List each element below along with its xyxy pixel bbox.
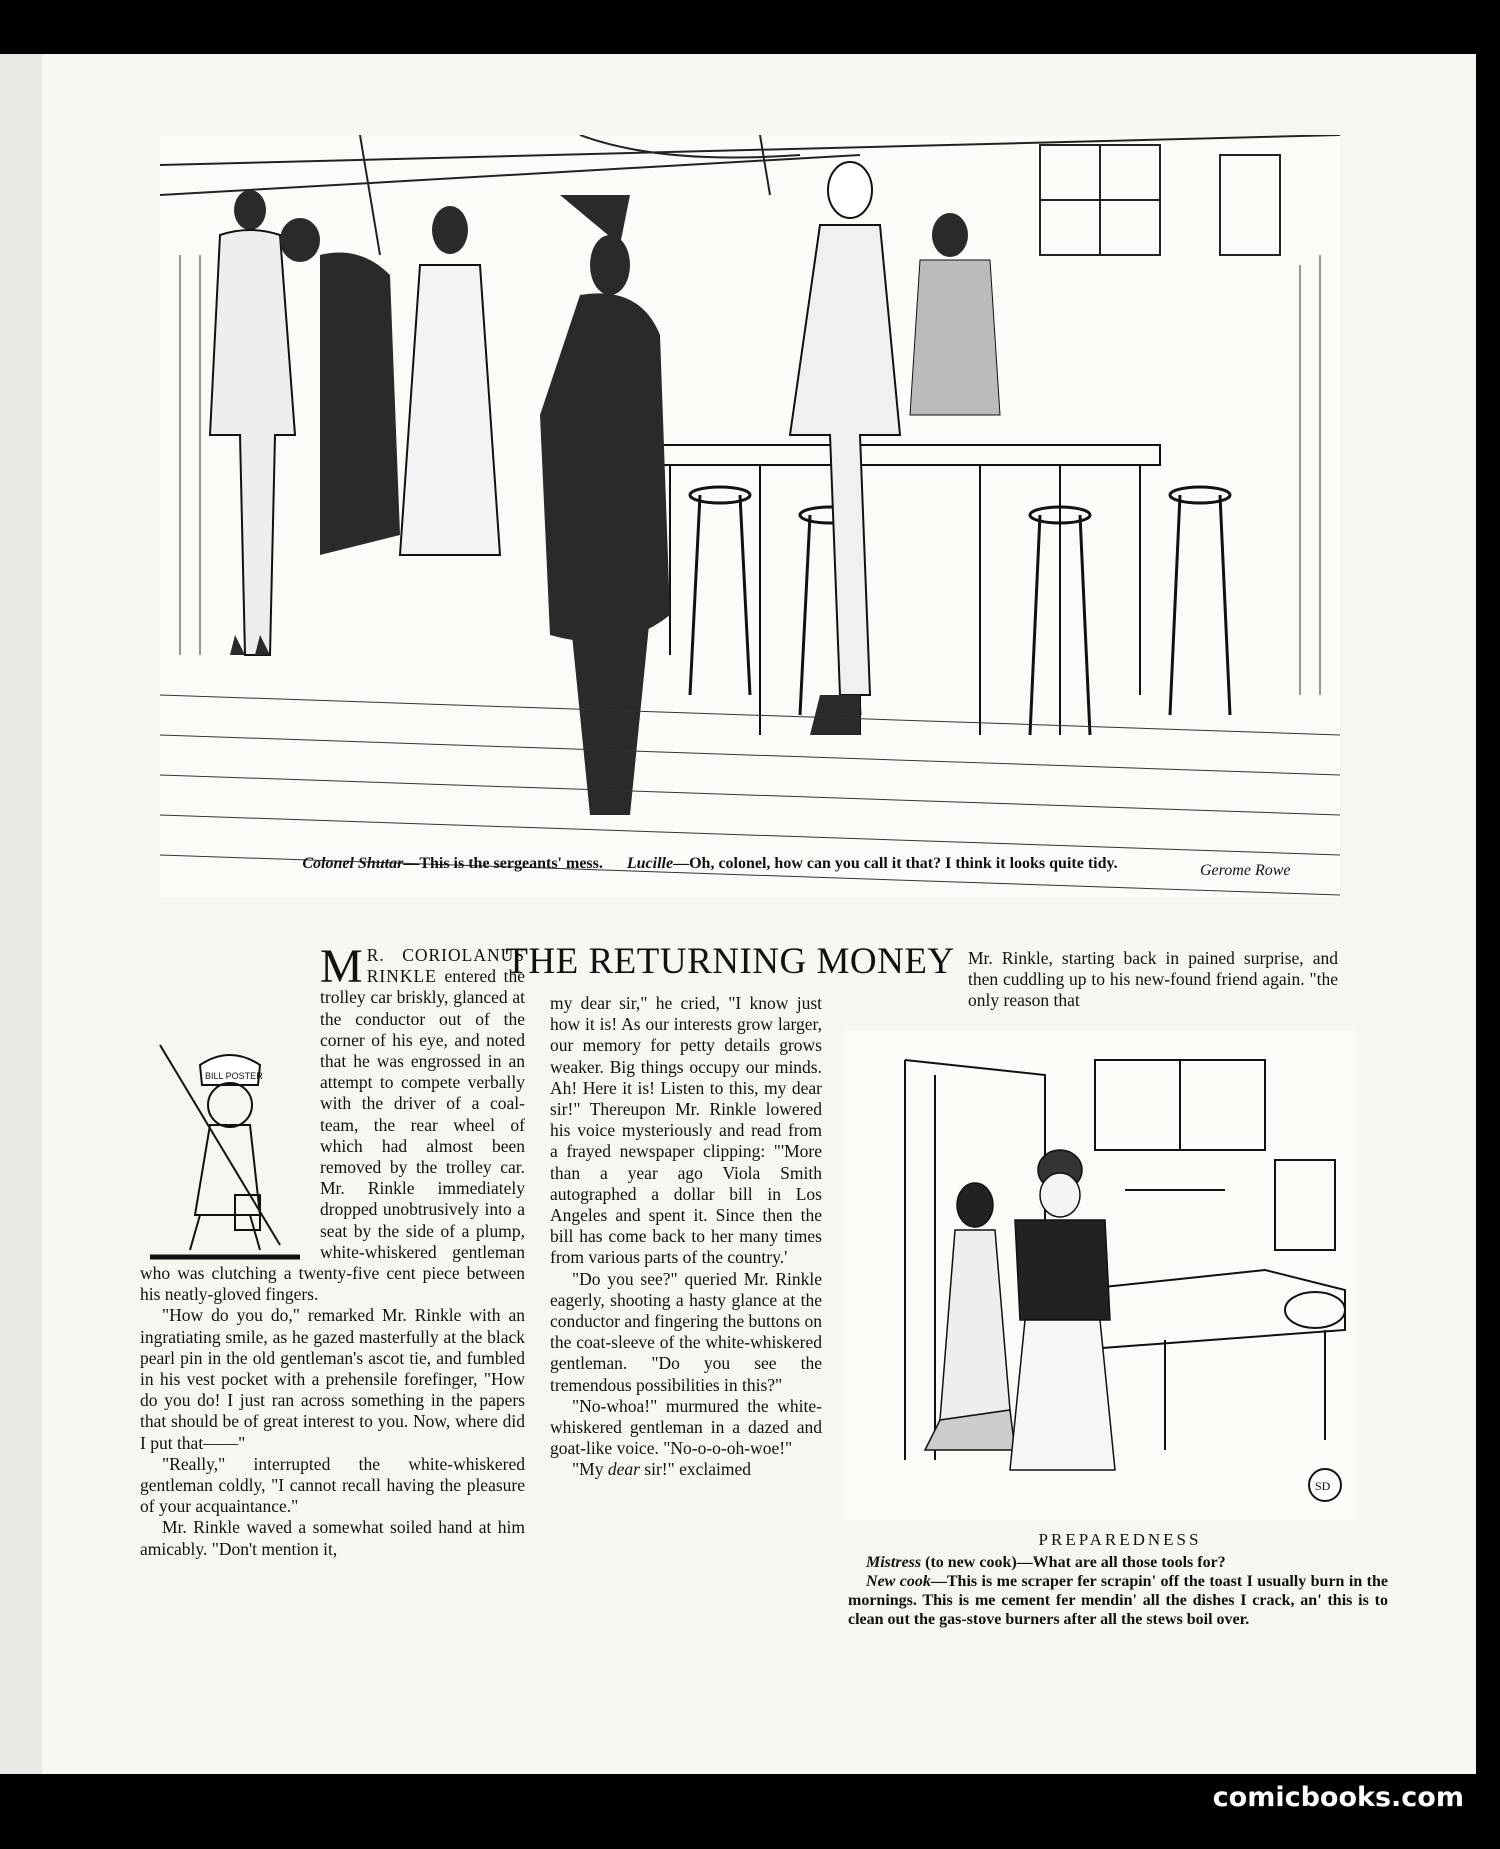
bill-poster-sign: BILL POSTER: [205, 1071, 263, 1081]
sergeants-mess-illustration: [160, 135, 1340, 898]
preparedness-line-2: [848, 1572, 1388, 1629]
article-text-1: entered the trolley car briskly, glanced at the conductor out of the corner of his eye, and noted that he was engrossed in an attempt to compete verbally with the driver of a coal-team, the rear wheel of which had almost been removed by the trolley car. Mr. Rinkle immediately dropped unobtrusively into a seat by the side of a plump, white-whiskered gentleman who was clutching a twenty-five cent piece between his neatly-gloved fingers.: [140, 966, 525, 1305]
speaker-mistress: Mistress: [866, 1554, 922, 1571]
bill-poster-illustration: [140, 1025, 310, 1263]
text-fragment: sir!" exclaimed: [639, 1459, 752, 1480]
speaker-cook: New cook: [866, 1573, 931, 1590]
artist-monogram: SD: [1315, 1479, 1331, 1493]
preparedness-caption: [848, 1553, 1388, 1629]
article-paragraph-2: "How do you do," remarked Mr. Rinkle with an ingratiating smile, as he gazed masterfully at the black pearl pin in the old gentleman's ascot tie, and fumbled in his vest pocket with a prehensile forefinger, "How do you do! I just ran across something in the papers that should be of great interest to you. Now, where did I put that——": [140, 1305, 525, 1453]
caption-speaker-lucille: Lucille: [626, 855, 674, 872]
text-fragment: "My: [572, 1459, 608, 1480]
article-column-2: [550, 993, 822, 1643]
article-paragraph-3: "Really," interrupted the white-whiskered gentleman coldly, "I cannot recall having the pleasure of your acquaintance.": [140, 1453, 525, 1517]
article-paragraph-9: Mr. Rinkle, starting back in pained surprise, and then cuddling up to his new-found friend again. "the only reason that: [968, 948, 1338, 1011]
preparedness-title: PREPAREDNESS: [1038, 1530, 1202, 1549]
article-column-1: [140, 940, 525, 1645]
italic-dear: dear: [607, 1459, 640, 1480]
article-paragraph-4: Mr. Rinkle waved a somewhat soiled hand at him amicably. "Don't mention it,: [140, 1517, 525, 1559]
caption-line-lucille: —Oh, colonel, how can you call it that? I think it looks quite tidy.: [673, 855, 1118, 872]
preparedness-illustration: [845, 1030, 1355, 1520]
illustrator-signature: Gerome Rowe: [1200, 862, 1291, 879]
cook-line: —This is me scraper fer scrapin' off the toast I usually burn in the mornings. This is me cement fer mendin' all the dishes I crack, an' this is to clean out the gas-stove burners after all the stews boil over.: [848, 1573, 1388, 1628]
article-paragraph-6: "Do you see?" queried Mr. Rinkle eagerly, shooting a hasty glance at the conductor and fingering the buttons on the coat-sleeve of the white-whiskered gentleman. "Do you see the tremendous possibilities in this?": [550, 1268, 822, 1395]
caption-speaker-colonel: Colonel Shutar: [302, 855, 404, 872]
article-column-3: [968, 948, 1338, 1018]
article-paragraph-5: my dear sir," he cried, "I know just how it is! As our interests grow larger, our memory for petty details grows weaker. Big things occupy our minds. Ah! Here it is! Listen to this, my dear sir!" Thereupon Mr. Rinkle lowered his voice mysteriously and read from a frayed newspaper clipping: "'More than a year ago Viola Smith autographed a dollar bill in Los Angeles and spent it. Since then the bill has come back to her many times from various parts of the country.': [550, 993, 822, 1268]
article-headline: THE RETURNING MONEY: [505, 941, 955, 982]
article-lead: R. CORIOLANUS RINKLE: [366, 945, 525, 987]
caption-line-colonel: —This is the sergeants' mess.: [403, 855, 603, 872]
article-paragraph-8: [550, 1459, 822, 1480]
article-paragraph-7: "No-whoa!" murmured the white-whiskered gentleman in a dazed and goat-like voice. "No-o-o-oh-woe!": [550, 1395, 822, 1459]
binding-edge: [0, 54, 45, 1774]
mistress-line: (to new cook)—What are all those tools for?: [921, 1554, 1226, 1571]
illustration-caption: [120, 855, 1300, 873]
preparedness-line-1: [848, 1553, 1388, 1572]
drop-cap: M: [320, 940, 363, 993]
site-watermark: comicbooks.com: [1212, 1782, 1464, 1813]
